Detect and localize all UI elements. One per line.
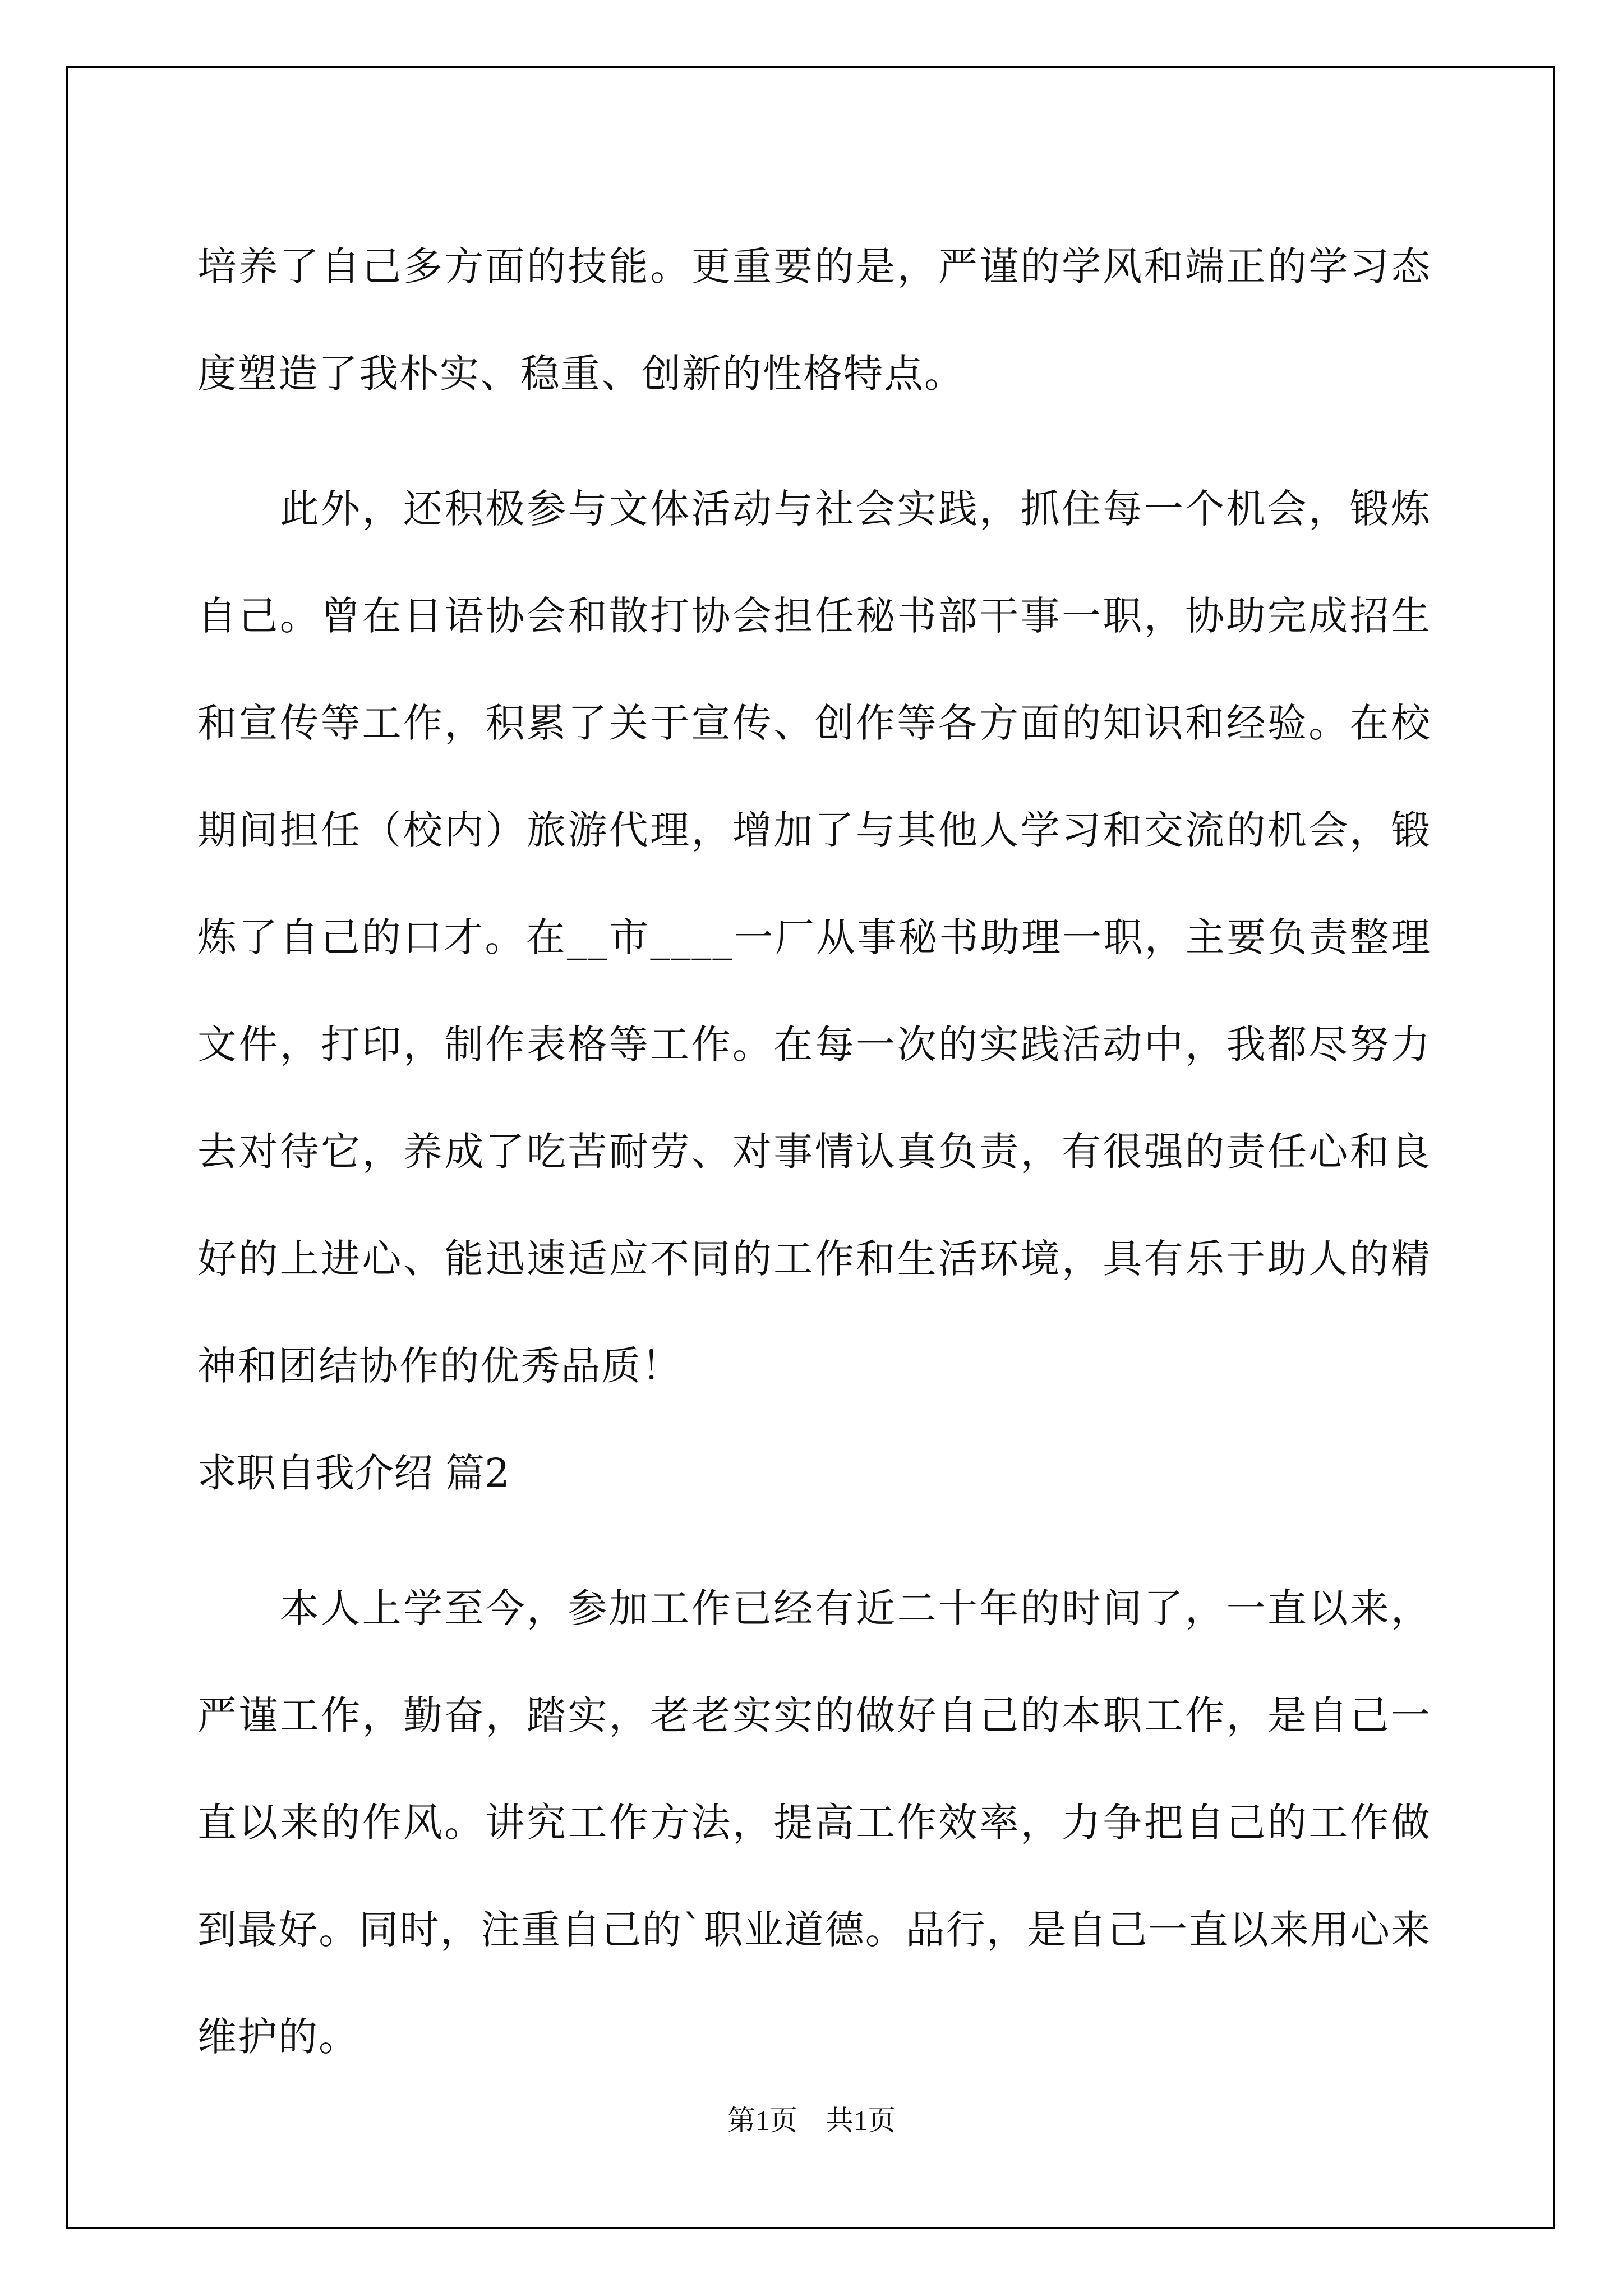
text-line: 去对待它，养成了吃苦耐劳、对事情认真负责，有很强的责任心和良 (197, 1129, 1431, 1175)
paragraph-1 (197, 213, 1431, 427)
text-line: 此外，还积极参与文体活动与社会实践，抓住每一个机会，锻炼 (197, 486, 1431, 532)
text-line: 好的上进心、能迅速适应不同的工作和生活环境，具有乐于助人的精 (197, 1236, 1431, 1282)
text-line: 期间担任（校内）旅游代理，增加了与其他人学习和交流的机会，锻 (197, 807, 1431, 853)
text-line: 和宣传等工作，积累了关于宣传、创作等各方面的知识和经验。在校 (197, 700, 1431, 746)
text-line: 直以来的作风。讲究工作方法，提高工作效率，力争把自己的工作做 (197, 1800, 1431, 1846)
paragraph-3 (197, 1555, 1431, 2091)
text-line: 严谨工作，勤奋，踏实，老老实实的做好自己的本职工作，是自己一 (197, 1692, 1431, 1738)
text-line: 自己。曾在日语协会和散打协会担任秘书部干事一职，协助完成招生 (197, 593, 1431, 639)
text-line: 神和团结协作的优秀品质！ (197, 1343, 682, 1389)
text-line: 炼了自己的口才。在__市____一厂从事秘书助理一职，主要负责整理 (197, 914, 1431, 960)
paragraph-2 (197, 455, 1431, 1420)
text-line: 培养了自己多方面的技能。更重要的是，严谨的学风和端正的学习态 (197, 243, 1431, 289)
text-line: 维护的。 (197, 2014, 359, 2060)
text-line: 本人上学至今，参加工作已经有近二十年的时间了，一直以来， (197, 1585, 1431, 1631)
text-line: 到最好。同时，注重自己的`职业道德。品行，是自己一直以来用心来 (197, 1907, 1431, 1953)
document-body (197, 213, 1431, 2091)
section-heading: 求职自我介绍 篇2 (197, 1450, 510, 1496)
text-line: 文件，打印，制作表格等工作。在每一次的实践活动中，我都尽努力 (197, 1022, 1431, 1068)
text-line: 度塑造了我朴实、稳重、创新的性格特点。 (197, 351, 965, 397)
page-footer: 第1页 共1页 (727, 2105, 896, 2136)
